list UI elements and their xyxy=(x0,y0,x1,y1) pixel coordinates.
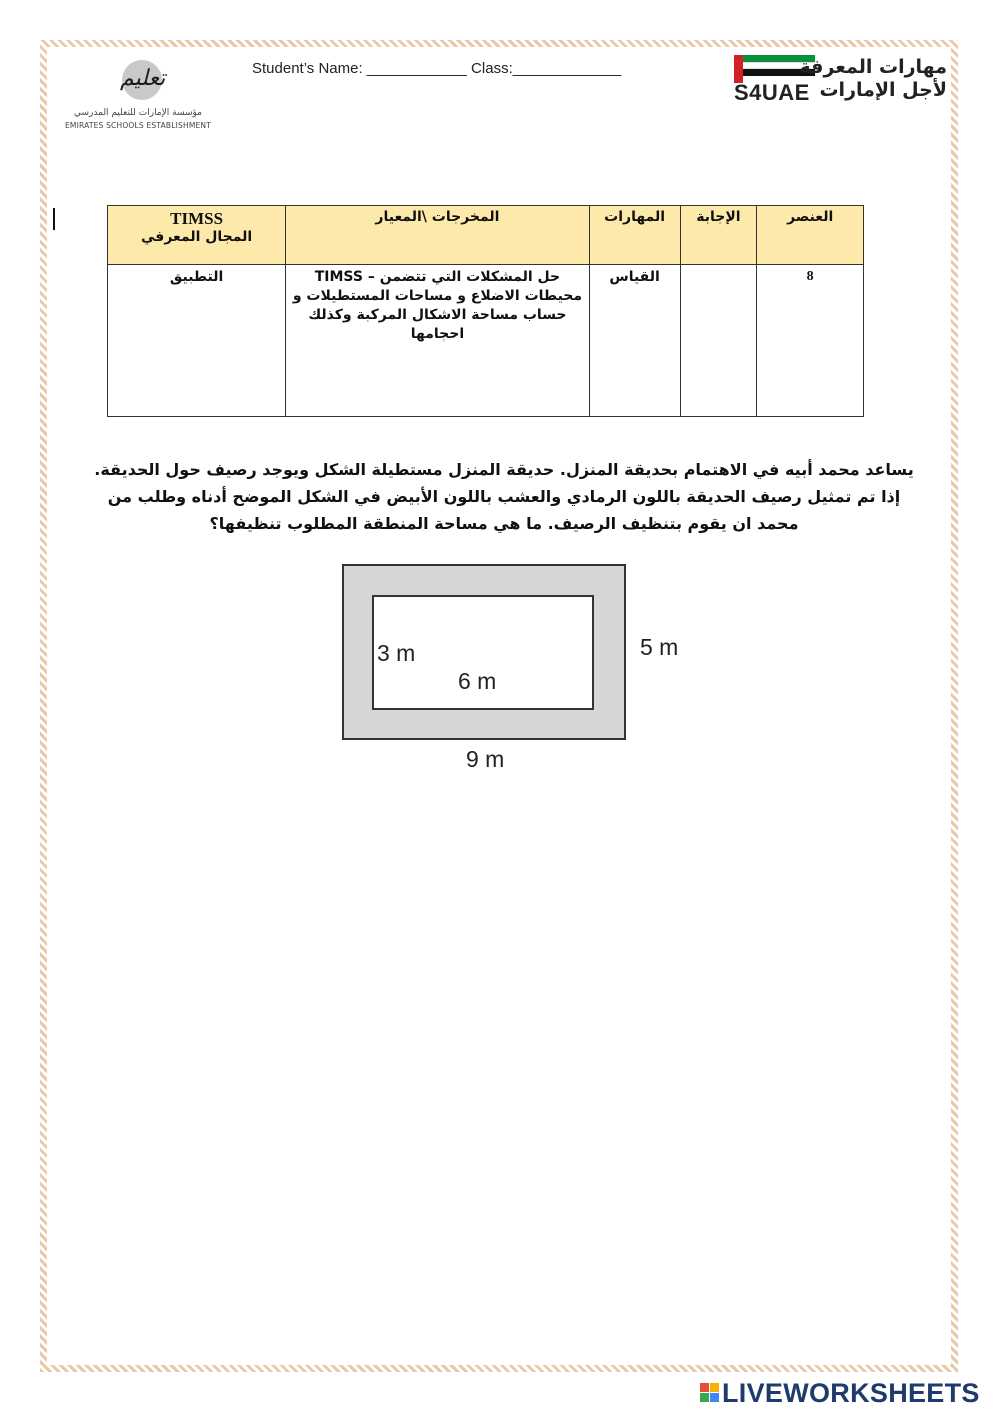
s4uae-logo xyxy=(734,52,949,104)
logo-right-top-text: مهارات المعرفة xyxy=(799,56,947,78)
student-name-class-line: Student’s Name: ____________ Class:_____________ xyxy=(252,60,622,77)
cell-answer[interactable] xyxy=(680,265,757,417)
criteria-table xyxy=(107,205,864,417)
table-header-row xyxy=(108,206,864,265)
header-outcomes: المخرجات \المعيار xyxy=(286,206,589,265)
cell-domain: التطبيق xyxy=(108,265,286,417)
table-row xyxy=(108,265,864,417)
logo-subtitle-ar: مؤسسة الإمارات للتعليم المدرسي xyxy=(74,108,202,118)
logo-subtitle-en: EMIRATES SCHOOLS ESTABLISHMENT xyxy=(64,121,212,130)
lw-logo-icon xyxy=(700,1383,709,1392)
logo-right-brand: S4UAE xyxy=(734,80,810,105)
header-item: العنصر xyxy=(757,206,864,265)
inner-width-label: 6 m xyxy=(458,668,497,694)
text-cursor xyxy=(53,208,55,230)
logo-word: تعليم xyxy=(120,66,166,91)
watermark-text: LIVEWORKSHEETS xyxy=(722,1378,980,1408)
header-domain xyxy=(108,206,286,265)
header-answer: الإجابة xyxy=(680,206,757,265)
outer-height-label: 5 m xyxy=(640,634,679,660)
header-timss: TIMSS xyxy=(170,209,224,228)
cell-skills: القياس xyxy=(589,265,680,417)
logo-right-bottom-text: لأجل الإمارات xyxy=(819,79,947,101)
outer-width-label: 9 m xyxy=(466,746,505,772)
question-text: يساعد محمد أبيه في الاهتمام بحديقة المنزل. حديقة المنزل مستطيلة الشكل ويوجد رصيف حول الحديقة. إذا تم تمثيل رصيف الحديقة باللون الرمادي والعشب باللون الأبيض في الشكل الموضح أدناه وطلب من محمد ان يقوم بتنظيف الرصيف. ما هي مساحة المنطقة المطلوب تنظيفها؟ xyxy=(94,460,914,533)
inner-height-label: 3 m xyxy=(377,640,416,666)
uae-flag-icon xyxy=(734,55,743,83)
emirates-schools-logo xyxy=(62,58,222,138)
cell-outcomes: حل المشكلات التي تتضمن – TIMSS محيطات الاضلاع و مساحات المستطيلات و حساب مساحة الاشكال المركبة وكذلك احجامها xyxy=(286,265,589,417)
cell-item: 8 xyxy=(757,265,864,417)
header-skills: المهارات xyxy=(589,206,680,265)
header-domain-label: المجال المعرفي xyxy=(141,229,253,245)
